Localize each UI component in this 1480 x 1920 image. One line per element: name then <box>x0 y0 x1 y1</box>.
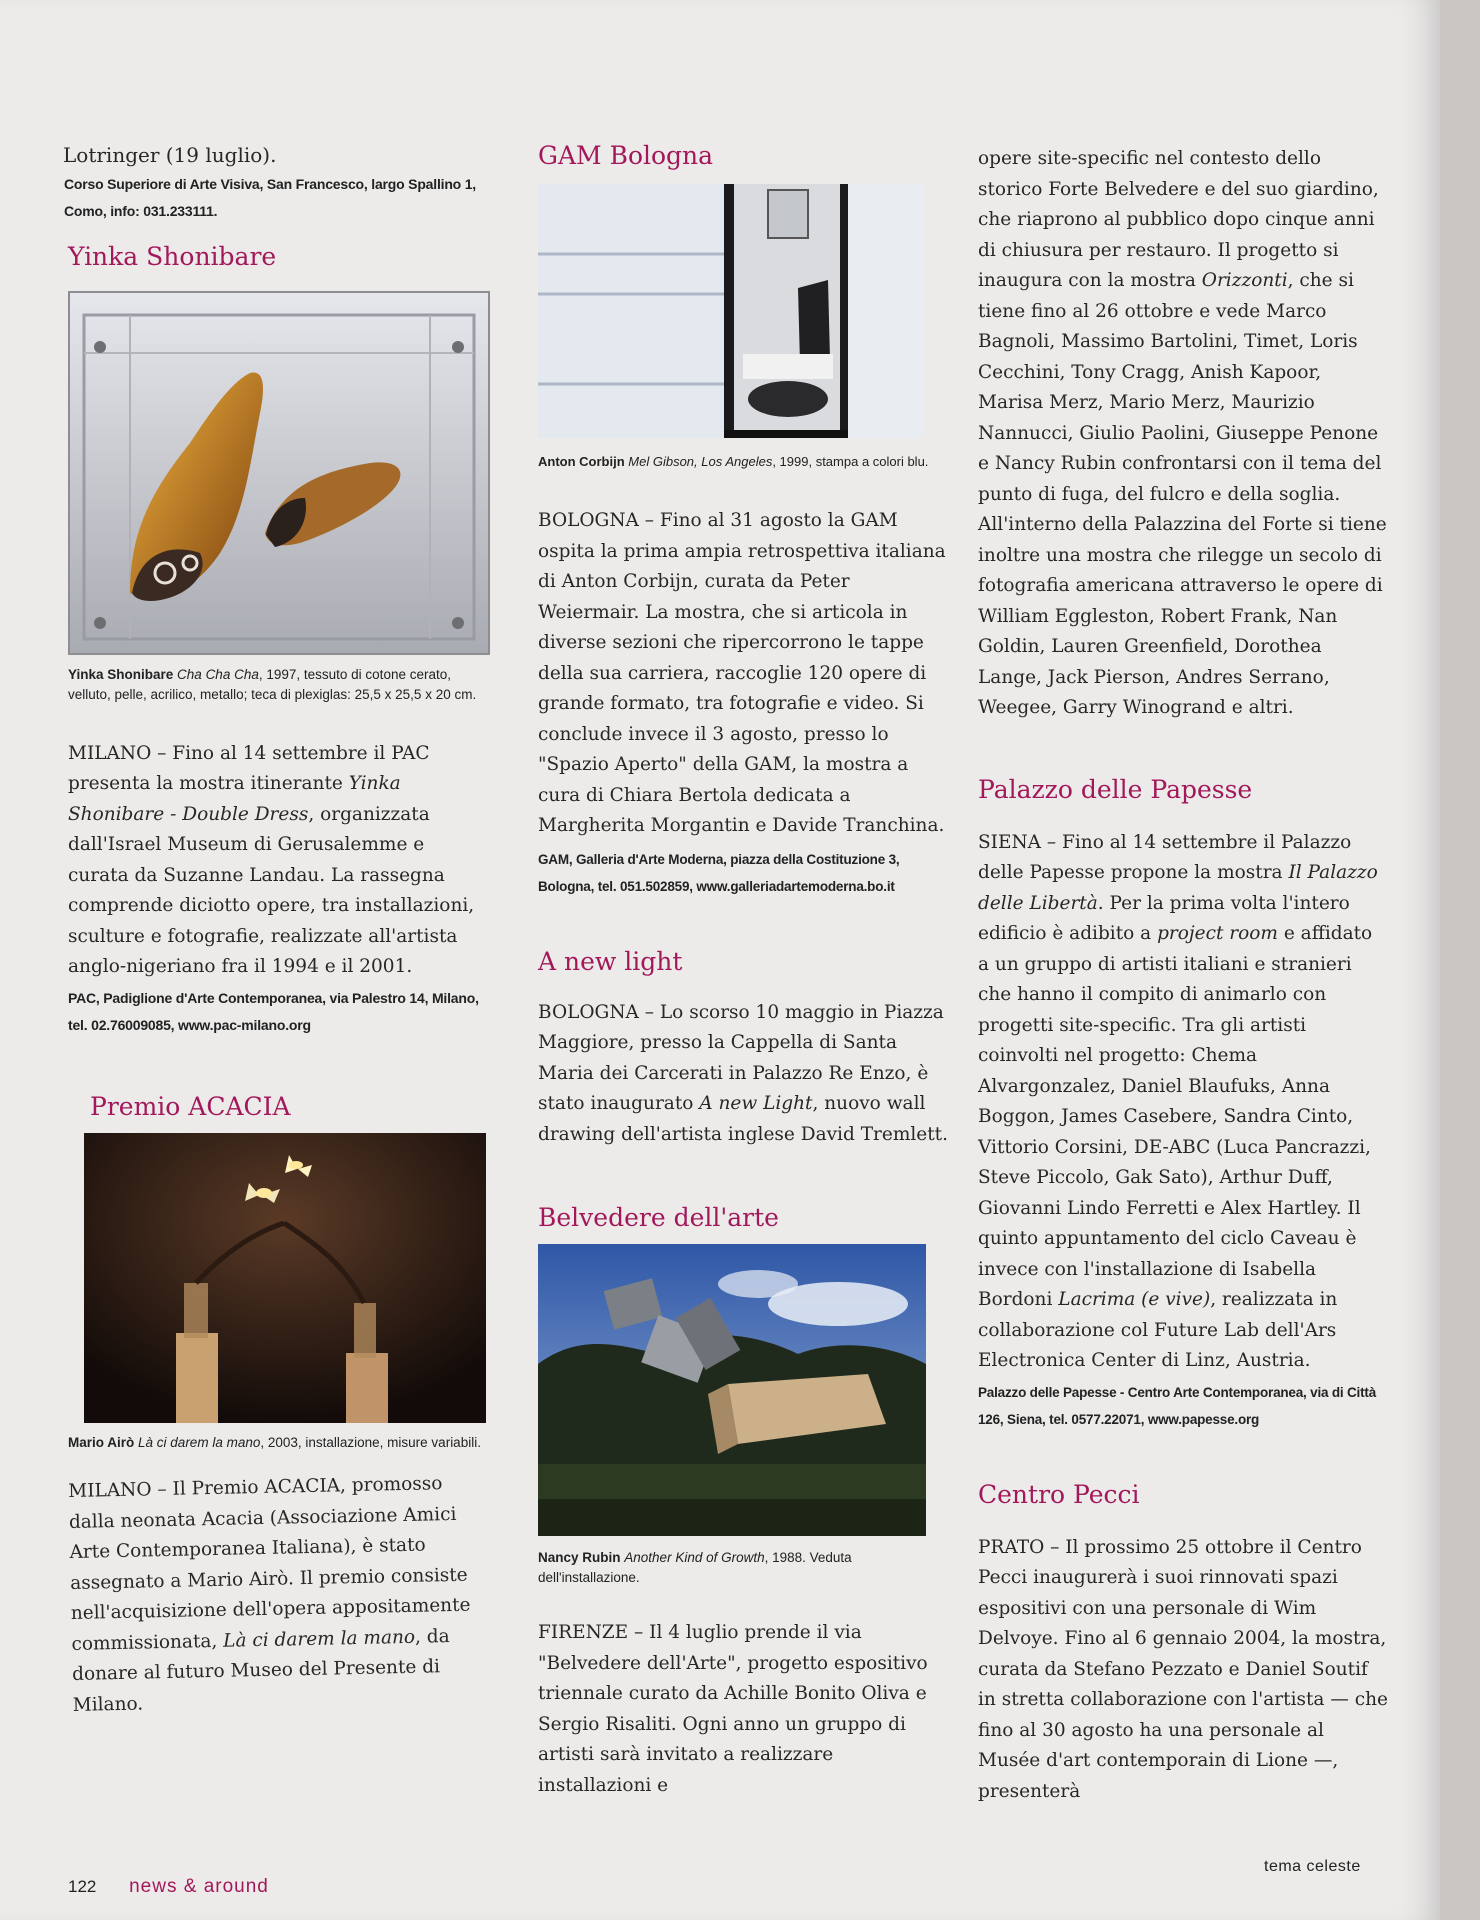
venue-info: Corso Superiore di Arte Visiva, San Francesco, largo Spallino 1, Como, info: 031.233111. <box>64 175 476 219</box>
caption-title: Another Kind of Growth <box>624 1550 765 1565</box>
article-text: MILANO – Fino al 14 settembre il PAC presenta la mostra itinerante <box>68 742 430 794</box>
article-text-cont: , realizzata in collaborazione col Future Lab dell'Ars Electronica Center di Linz, Austria. <box>978 1289 1338 1371</box>
column-3 <box>978 144 1388 1807</box>
article-belvedere: FIRENZE – Il 4 luglio prende il via "Belvedere dell'Arte", progetto espositivo triennale curato da Achille Bonito Oliva e Sergio Risaliti. Ogni anno un gruppo di artisti sarà invitato a realizzare installazioni e <box>538 1622 928 1796</box>
article-yinka-shonibare <box>68 739 488 983</box>
article-work-title: A new Light <box>699 1093 813 1114</box>
heading-premio-acacia: Premio ACACIA <box>90 1091 291 1121</box>
heading-a-new-light: A new light <box>538 946 683 976</box>
trailer-sculpture-image <box>538 1244 926 1536</box>
photo-cha-cha-cha <box>68 291 490 655</box>
heading-gam-bologna: GAM Bologna <box>538 141 714 170</box>
page-footer <box>68 1876 269 1898</box>
article-papesse <box>978 828 1388 1377</box>
continued-text: Lotringer (19 luglio). <box>63 143 277 167</box>
caption-details: , 1997, tessuto di cotone cerato, velluto, pelle, acrilico, metallo; teca di plexiglas: 25,5 x 25,5 x 20 cm. <box>68 666 477 702</box>
caption-details: , 1999, stampa a colori blu. <box>772 454 929 469</box>
caption-la-ci-darem <box>68 1433 488 1453</box>
caption-mel-gibson <box>538 452 950 472</box>
heading-belvedere-dell-arte: Belvedere dell'arte <box>538 1203 779 1232</box>
heading-centro-pecci: Centro Pecci <box>978 1479 1140 1509</box>
caption-artist: Mario Airò <box>68 1434 135 1450</box>
page-gutter <box>1440 0 1480 1920</box>
heading-yinka-shonibare: Yinka Shonibare <box>68 241 277 271</box>
photo-another-kind-of-growth <box>538 1244 926 1536</box>
caption-title: Là ci darem la mano <box>138 1434 261 1450</box>
article-centro-pecci: PRATO – Il prossimo 25 ottobre il Centro Pecci inaugurerà i suoi rinnovati spazi espositivi con una personale di Wim Delvoye. Fino al 6 gennaio 2004, la mostra, curata da Stefano Pezzato e Daniel Soutif in stretta collaborazione con l'artista — che fino al 30 agosto ha una personale al Musée d'art contemporain di Lione —, presenterà <box>978 1536 1388 1802</box>
magazine-name: tema celeste <box>1264 1858 1361 1875</box>
caption-artist: Yinka Shonibare <box>68 666 174 682</box>
photo-la-ci-darem-la-mano <box>84 1133 486 1423</box>
caption-title: Cha Cha Cha <box>177 666 259 682</box>
page-number: 122 <box>68 1877 97 1896</box>
caption-another-kind <box>538 1548 950 1588</box>
article-text-cont: e affidato a un gruppo di artisti italiani e stranieri che hanno il compito di animarlo con progetti site-specific. Tra gli artisti coinvolti nel progetto: Chema Alvargonzalez, Daniel Blaufuks, Anna Boggon, James Casebere, Sandra Cinto, Vittorio Corsini, DE-ABC (Luca Pancrazzi, Steve Piccolo, Gak Sato), Arthur Duff, Giovanni Lindo Ferretti e Alex Hartley. Il quinto appuntamento del ciclo Caveau è invece con l'installazione di Isabella Bordoni <box>978 923 1373 1310</box>
photo-mel-gibson <box>538 184 924 438</box>
article-text: opere site-specific nel contesto dello storico Forte Belvedere e del suo giardino, che riaprono al pubblico dopo cinque anni di chiusura per restauro. Il progetto si inaugura con la mostra <box>978 148 1379 291</box>
article-work-title: Lacrima (e vive) <box>1058 1289 1211 1310</box>
article-a-new-light <box>538 998 950 1151</box>
venue-info-papesse: Palazzo delle Papesse - Centro Arte Contemporanea, via di Città 126, Siena, tel. 0577.22071, www.papesse.org <box>978 1384 1377 1427</box>
flower-installation-image <box>84 1133 486 1423</box>
article-text: SIENA – Fino al 14 settembre il Palazzo delle Papesse propone la mostra <box>978 831 1352 883</box>
article-premio-acacia <box>68 1468 493 1721</box>
caption-details: , 2003, installazione, misure variabili. <box>260 1434 481 1450</box>
caption-title: Mel Gibson, Los Angeles <box>628 454 773 469</box>
article-show-title: Yinka Shonibare - Double Dress <box>68 773 401 825</box>
section-name: news & around <box>129 1876 269 1897</box>
venue-info-pac: PAC, Padiglione d'Arte Contemporanea, via Palestro 14, Milano, tel. 02.76009085, www.pac-milano.org <box>68 989 479 1033</box>
shoes-vitrine-image <box>70 293 488 653</box>
caption-artist: Nancy Rubin <box>538 1550 621 1565</box>
article-text-cont: , nuovo wall drawing dell'artista inglese David Tremlett. <box>538 1093 948 1145</box>
column-1 <box>63 140 488 1721</box>
portrait-room-image <box>538 184 924 438</box>
article-text-cont: , organizzata dall'Israel Museum di Gerusalemme e curata da Suzanne Landau. La rassegna comprende diciotto opere, tra installazioni, sculture e fotografie, realizzate all'artista anglo-nigeriano fra il 1994 e il 2001. <box>68 803 475 977</box>
article-text-cont: , da donare al futuro Museo del Presente di Milano. <box>71 1625 450 1715</box>
article-belvedere-cont <box>978 144 1388 724</box>
caption-cha-cha-cha <box>68 665 488 705</box>
heading-palazzo-delle-papesse: Palazzo delle Papesse <box>978 774 1253 804</box>
article-text: BOLOGNA – Lo scorso 10 maggio in Piazza Maggiore, presso la Cappella di Santa Maria dei Carcerati in Palazzo Re Enzo, è stato inaugurato <box>538 1001 944 1114</box>
column-2 <box>538 140 950 1801</box>
venue-info-gam: GAM, Galleria d'Arte Moderna, piazza della Costituzione 3, Bologna, tel. 051.502859, www.galleriadartemoderna.bo.it <box>538 851 900 894</box>
caption-artist: Anton Corbijn <box>538 454 625 469</box>
article-work-title: Là ci darem la mano <box>222 1625 416 1651</box>
article-text-cont: . Per la prima volta l'intero edificio è adibito a <box>978 892 1350 944</box>
caption-details: , 1988. Veduta dell'installazione. <box>538 1550 852 1585</box>
article-show-title: Il Palazzo delle Libertà <box>978 862 1378 914</box>
article-text: MILANO – Il Premio ACACIA, promosso dalla neonata Acacia (Associazione Amici Arte Contemporanea Italiana), è stato assegnato a Mario Airò. Il premio consiste nell'acquisizione dell'opera appositamente commissionata, <box>68 1472 471 1654</box>
article-text-cont: , che si tiene fino al 26 ottobre e vede Marco Bagnoli, Massimo Bartolini, Timet, Loris Cecchini, Tony Cragg, Anish Kapoor, Marisa Merz, Mario Merz, Maurizio Nannucci, Giulio Paolini, Giuseppe Penone e Nancy Rubin confrontarsi con il tema del punto di fuga, del fulcro e della soglia. All'interno della Palazzina del Forte si tiene inoltre una mostra che rilegge un secolo di fotografia americana attraverso le opere di William Eggleston, Robert Frank, Nan Goldin, Lauren Greenfield, Dorothea Lange, Jack Pierson, Andres Serrano, Weegee, Garry Winogrand e altri. <box>978 270 1387 718</box>
article-term: project room <box>1157 923 1278 944</box>
article-show-title: Orizzonti <box>1201 270 1288 291</box>
article-gam-bologna: BOLOGNA – Fino al 31 agosto la GAM ospita la prima ampia retrospettiva italiana di Anton Corbijn, curata da Peter Weiermair. La mostra, che si articola in diverse sezioni che ripercorrono le tappe della sua carriera, raccoglie 120 opere di grande formato, tra fotografie e video. Si conclude invece il 3 agosto, presso lo "Spazio Aperto" della GAM, la mostra a cura di Chiara Bertola dedicata a Margherita Morgantin e Davide Tranchina. <box>538 510 946 836</box>
